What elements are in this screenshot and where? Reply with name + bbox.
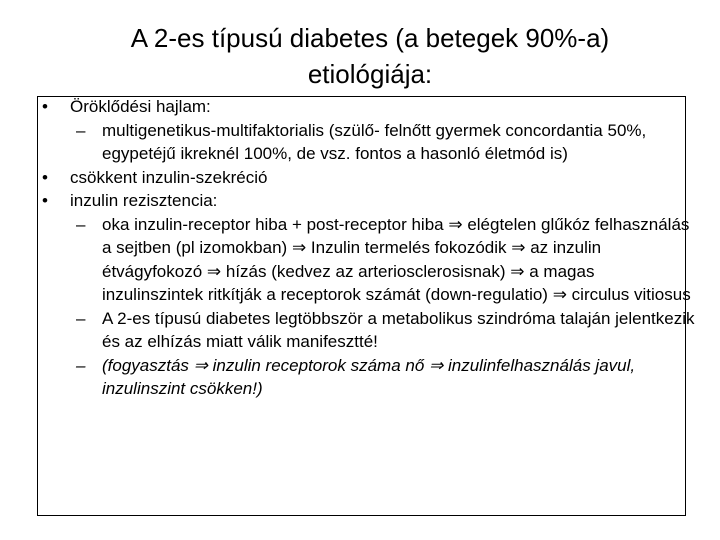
title-line-2: etiológiája: [307,59,433,89]
bullet-text: inzulin rezisztencia: [70,191,218,210]
implies-arrow-icon: ⇒ [429,355,444,375]
dash-icon: – [76,120,86,140]
bullet-item-secretion [42,166,698,190]
text-segment: inzulinfelhasználás javul, inzulinszint csökken!) [102,355,636,398]
bullet-icon: • [42,191,48,210]
implies-arrow-icon: ⇒ [552,285,567,304]
implies-arrow-icon: ⇒ [206,261,222,281]
implies-arrow-icon: ⇒ [193,355,208,375]
bullet-item-heredity [42,95,698,119]
bullet-icon: • [42,167,48,187]
text-segment: Inzulin termelés fokozódik [306,238,512,257]
sub-item-text: A 2-es típusú diabetes legtöbbször a metabolikus szindróma talaján jelentkezik és az elhízás miatt válik manifesztté! [102,308,695,351]
implies-arrow-icon: ⇒ [291,238,307,257]
slide-title [0,20,720,92]
dash-icon: – [76,308,86,328]
slide-body [42,95,698,401]
text-segment: az inzulin étvágyfokozó [102,238,602,281]
bullet-icon: • [42,97,48,116]
sub-item-metabolic-syndrome [48,307,698,354]
text-segment: elégtelen glűkóz felhasználás a sejtben (pl izomokban) [102,214,690,257]
implies-arrow-icon: ⇒ [511,238,526,257]
bullet-item-resistance [42,189,698,213]
text-segment: (fogyasztás [102,355,194,375]
bullet-text: Öröklődési hajlam: [70,97,211,116]
implies-arrow-icon: ⇒ [448,214,463,234]
bullet-text: csökkent inzulin-szekréció [70,167,268,187]
sub-item-multigenetic [48,119,698,166]
text-segment: a magas inzulinszintek ritkítják a receptorok számát (down-regulatio) [102,261,595,304]
sub-item-consumption-note [48,354,698,401]
dash-icon: – [76,214,86,234]
text-segment: circulus vitiosus [566,285,691,304]
text-segment: inzulin receptorok száma nő [207,355,430,375]
implies-arrow-icon: ⇒ [510,261,525,281]
sub-item-text: multigenetikus-multifaktorialis (szülő- felnőtt gyermek concordantia 50%, egypetéjű ikreknél 100%, de vsz. fontos a hasonló életmód is) [102,120,647,163]
dash-icon: – [76,355,86,375]
title-line-1: A 2-es típusú diabetes (a betegek 90%-a) [130,23,610,53]
text-segment: hízás (kedvez az arteriosclerosisnak) [221,261,511,281]
sub-item-cause-chain [48,213,698,307]
text-segment: oka inzulin-receptor hiba + post-receptor hiba [102,214,449,234]
